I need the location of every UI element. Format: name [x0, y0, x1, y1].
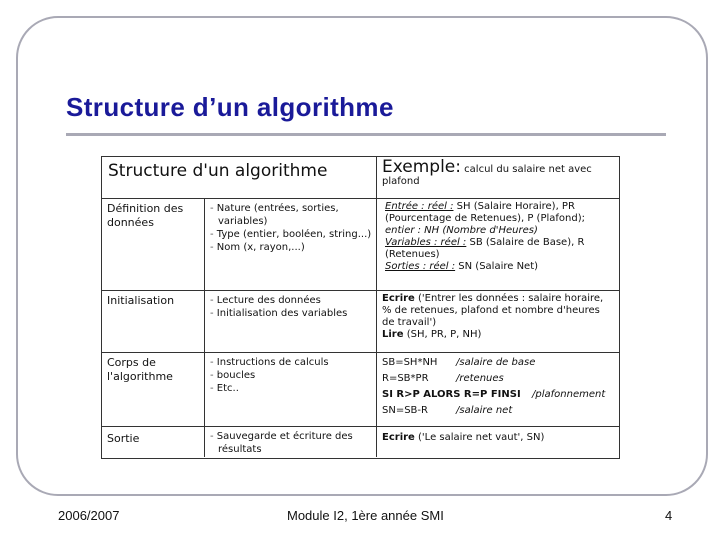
- list-item: - Initialisation des variables: [209, 307, 372, 320]
- row-label: Initialisation: [102, 291, 205, 352]
- row-bullets: [205, 291, 377, 352]
- row-example: [377, 291, 618, 352]
- example-line: Ecrire ('Entrer les données : salaire horaire, % de retenues, plafond et nombre d'heures de travail'): [382, 293, 604, 328]
- table-row: [102, 427, 619, 457]
- header-example: [377, 157, 618, 198]
- row-bullets: [205, 353, 377, 426]
- table-header-row: [102, 157, 619, 199]
- row-example: [377, 199, 618, 290]
- list-item: - Type (entier, booléen, string...): [209, 228, 372, 241]
- footer-course: Module I2, 1ère année SMI: [287, 508, 444, 523]
- example-line: Sorties : réel : SN (Salaire Net): [385, 261, 539, 272]
- table-row: [102, 199, 619, 291]
- list-item: - Nom (x, rayon,...): [209, 241, 372, 254]
- header-structure: Structure d'un algorithme: [102, 157, 377, 198]
- example-line: Variables : réel : SB (Salaire de Base), R (Retenues): [385, 237, 585, 260]
- code-line: SB=SH*NH /salaire de base: [382, 357, 536, 368]
- row-bullets: [205, 199, 377, 290]
- list-item: - boucles: [209, 369, 372, 382]
- row-label: Corps de l'algorithme: [102, 353, 205, 426]
- list-item: - Instructions de calculs: [209, 356, 372, 369]
- code-line: SI R>P ALORS R=P FINSI /plafonnement: [382, 389, 606, 400]
- list-item: - Nature (entrées, sorties, variables): [209, 202, 372, 228]
- row-label: Définition des données: [102, 199, 205, 290]
- slide-title: Structure d’un algorithme: [66, 92, 394, 122]
- row-label: Sortie: [102, 427, 205, 457]
- example-line: Ecrire ('Le salaire net vaut', SN): [382, 432, 545, 443]
- list-item: - Lecture des données: [209, 294, 372, 307]
- list-item: - Etc..: [209, 382, 372, 395]
- row-example: [377, 353, 618, 426]
- structure-table: [101, 156, 620, 459]
- example-line: entier : NH (Nombre d'Heures): [385, 225, 538, 236]
- row-example: [377, 427, 618, 457]
- table-row: [102, 353, 619, 427]
- row-bullets: [205, 427, 377, 457]
- example-line: Lire (SH, PR, P, NH): [382, 329, 482, 340]
- title-rule: [66, 133, 666, 136]
- code-line: SN=SB-R /salaire net: [382, 405, 513, 416]
- header-example-label: Exemple:: [382, 157, 461, 177]
- footer-page-number: 4: [665, 508, 673, 523]
- example-line: Entrée : réel : SH (Salaire Horaire), PR (Pourcentage de Retenues), P (Plafond);: [385, 201, 585, 224]
- list-item: - Sauvegarde et écriture des résultats: [209, 430, 372, 456]
- footer-year: 2006/2007: [58, 508, 120, 523]
- code-line: R=SB*PR /retenues: [382, 373, 504, 384]
- header-example-desc: calcul du salaire net avec plafond: [382, 164, 592, 187]
- table-row: [102, 291, 619, 353]
